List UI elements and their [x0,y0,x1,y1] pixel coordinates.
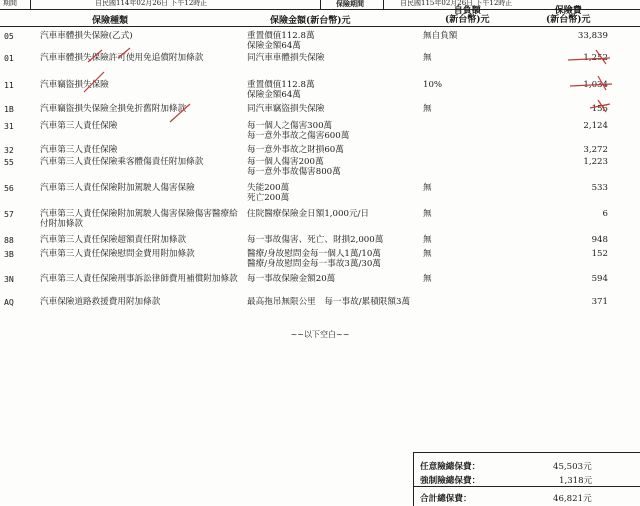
coverage-premium: 6 [602,209,608,219]
coverage-code: AQ [4,297,14,307]
coverage-name: 汽車第三人責任保險附加駕駛人傷害保險 [40,183,195,193]
coverage-deductible: 無 [423,274,432,284]
coverage-code: 11 [4,80,14,90]
coverage-name: 汽車竊盜損失保險全損免折舊附加條款 [40,104,187,114]
compulsory-premium-value: 1,318元 [559,476,593,486]
coverage-code: 3N [4,274,14,284]
coverage-name: 汽車竊盜損失保險 [40,80,109,90]
coverage-code: 3B [4,249,14,259]
coverage-code: 56 [4,183,14,193]
coverage-amount: 每一事故保險金額20萬 [247,274,336,284]
compulsory-premium-label: 強制險總保費： [420,476,481,486]
coverage-code: 1B [4,104,14,114]
total-premium-label: 合計總保費： [420,494,472,504]
header-deductible: 自負額 (新台幣)元 [445,6,490,25]
coverage-amount: 醫療/身故慰問金每一個人1萬/10萬 醫療/身故慰問金每一事故3萬/30萬 [247,249,381,269]
coverage-name: 汽車第三人責任保險附加駕駛人傷害保險傷害醫療給付附加條款 [40,209,238,229]
coverage-premium: 1,034 [583,80,608,90]
coverage-name: 汽車第三人責任保險 [40,121,118,131]
coverage-premium: 1,223 [583,157,608,167]
coverage-premium: 594 [591,274,608,284]
coverage-amount: 同汽車車體損失保險 [247,53,325,63]
coverage-name: 汽車第三人責任保險慰問金費用附加條款 [40,249,195,259]
coverage-amount: 住院醫療保險金日額1,000元/日 [247,209,370,219]
divider [30,0,31,9]
coverage-name: 汽車第三人責任保險超額責任附加條款 [40,235,187,245]
coverage-amount: 同汽車竊盜損失保險 [247,104,325,114]
coverage-deductible: 無 [423,183,432,193]
coverage-name: 汽車車體損失保險許可使用免追償附加條款 [40,53,204,63]
coverage-name: 汽車車體損失保險(乙式) [40,31,133,41]
coverage-premium: 152 [591,249,608,259]
header-premium: 保險費 (新台幣)元 [546,6,591,25]
coverage-premium: 1,252 [583,53,608,63]
coverage-premium: 33,839 [577,31,608,41]
divider [320,0,321,9]
coverage-name: 汽車第三人責任保險 [40,145,118,155]
voluntary-premium-label: 任意險總保費： [420,462,481,472]
coverage-code: 01 [4,53,14,63]
coverage-deductible: 無 [423,249,432,259]
coverage-name: 汽車保險道路救援費用附加條款 [40,297,161,307]
period-label-mid: 保險期間 [336,0,364,8]
coverage-amount: 重置價值112.8萬 保險金額64萬 [247,31,315,51]
voluntary-premium-value: 45,503元 [553,462,592,472]
coverage-premium: 2,124 [583,121,608,131]
coverage-name: 汽車第三人責任保險刑事訴訟律師費用補償附加條款 [40,274,238,284]
coverage-code: 57 [4,209,14,219]
coverage-premium: 533 [591,183,608,193]
coverage-premium: 948 [591,235,608,245]
coverage-amount: 每一個人之傷害300萬 每一意外事故之傷害600萬 [247,121,350,141]
coverage-code: 55 [4,157,14,167]
coverage-amount: 最高拖吊無限公里 每一事故/累積限額3萬 [247,297,411,307]
coverage-premium: 155 [591,104,608,114]
coverage-deductible: 無 [423,53,432,63]
divider [383,0,384,9]
coverage-amount: 重置價值112.8萬 保險金額64萬 [247,80,315,100]
coverage-amount: 失能200萬 死亡200萬 [247,183,290,203]
coverage-deductible: 無 [423,235,432,245]
coverage-deductible: 10% [423,80,443,90]
coverage-deductible: 無 [423,209,432,219]
coverage-deductible: 無 [423,104,432,114]
coverage-code: 31 [4,121,14,131]
coverage-code: 88 [4,235,14,245]
coverage-deductible: 無自負額 [423,31,458,41]
coverage-amount: 每一個人傷害200萬 每一意外事故傷害800萬 [247,157,341,177]
period-start: 自民國114年02月26日 下午12時正 [95,0,208,7]
header-amount: 保險金額(新台幣)元 [270,16,351,26]
coverage-code: 32 [4,145,14,155]
coverage-premium: 371 [591,297,608,307]
total-premium-value: 46,821元 [553,494,592,504]
coverage-amount: 每一事故傷害、死亡、財損2,000萬 [247,235,384,245]
header-item: 保險種類 [92,16,129,26]
period-label-left: 期間 [3,0,17,7]
end-note: ~~以下空白~~ [290,330,350,339]
coverage-name: 汽車第三人責任保險乘客體傷責任附加條款 [40,157,204,167]
period-end: 自民國115年02月26日 下午12時正 [400,0,513,7]
summary-separator [413,486,640,487]
coverage-code: 05 [4,31,14,41]
coverage-amount: 每一意外事故之財損60萬 [247,145,344,155]
table-header [0,6,640,27]
coverage-premium: 3,272 [583,145,608,155]
